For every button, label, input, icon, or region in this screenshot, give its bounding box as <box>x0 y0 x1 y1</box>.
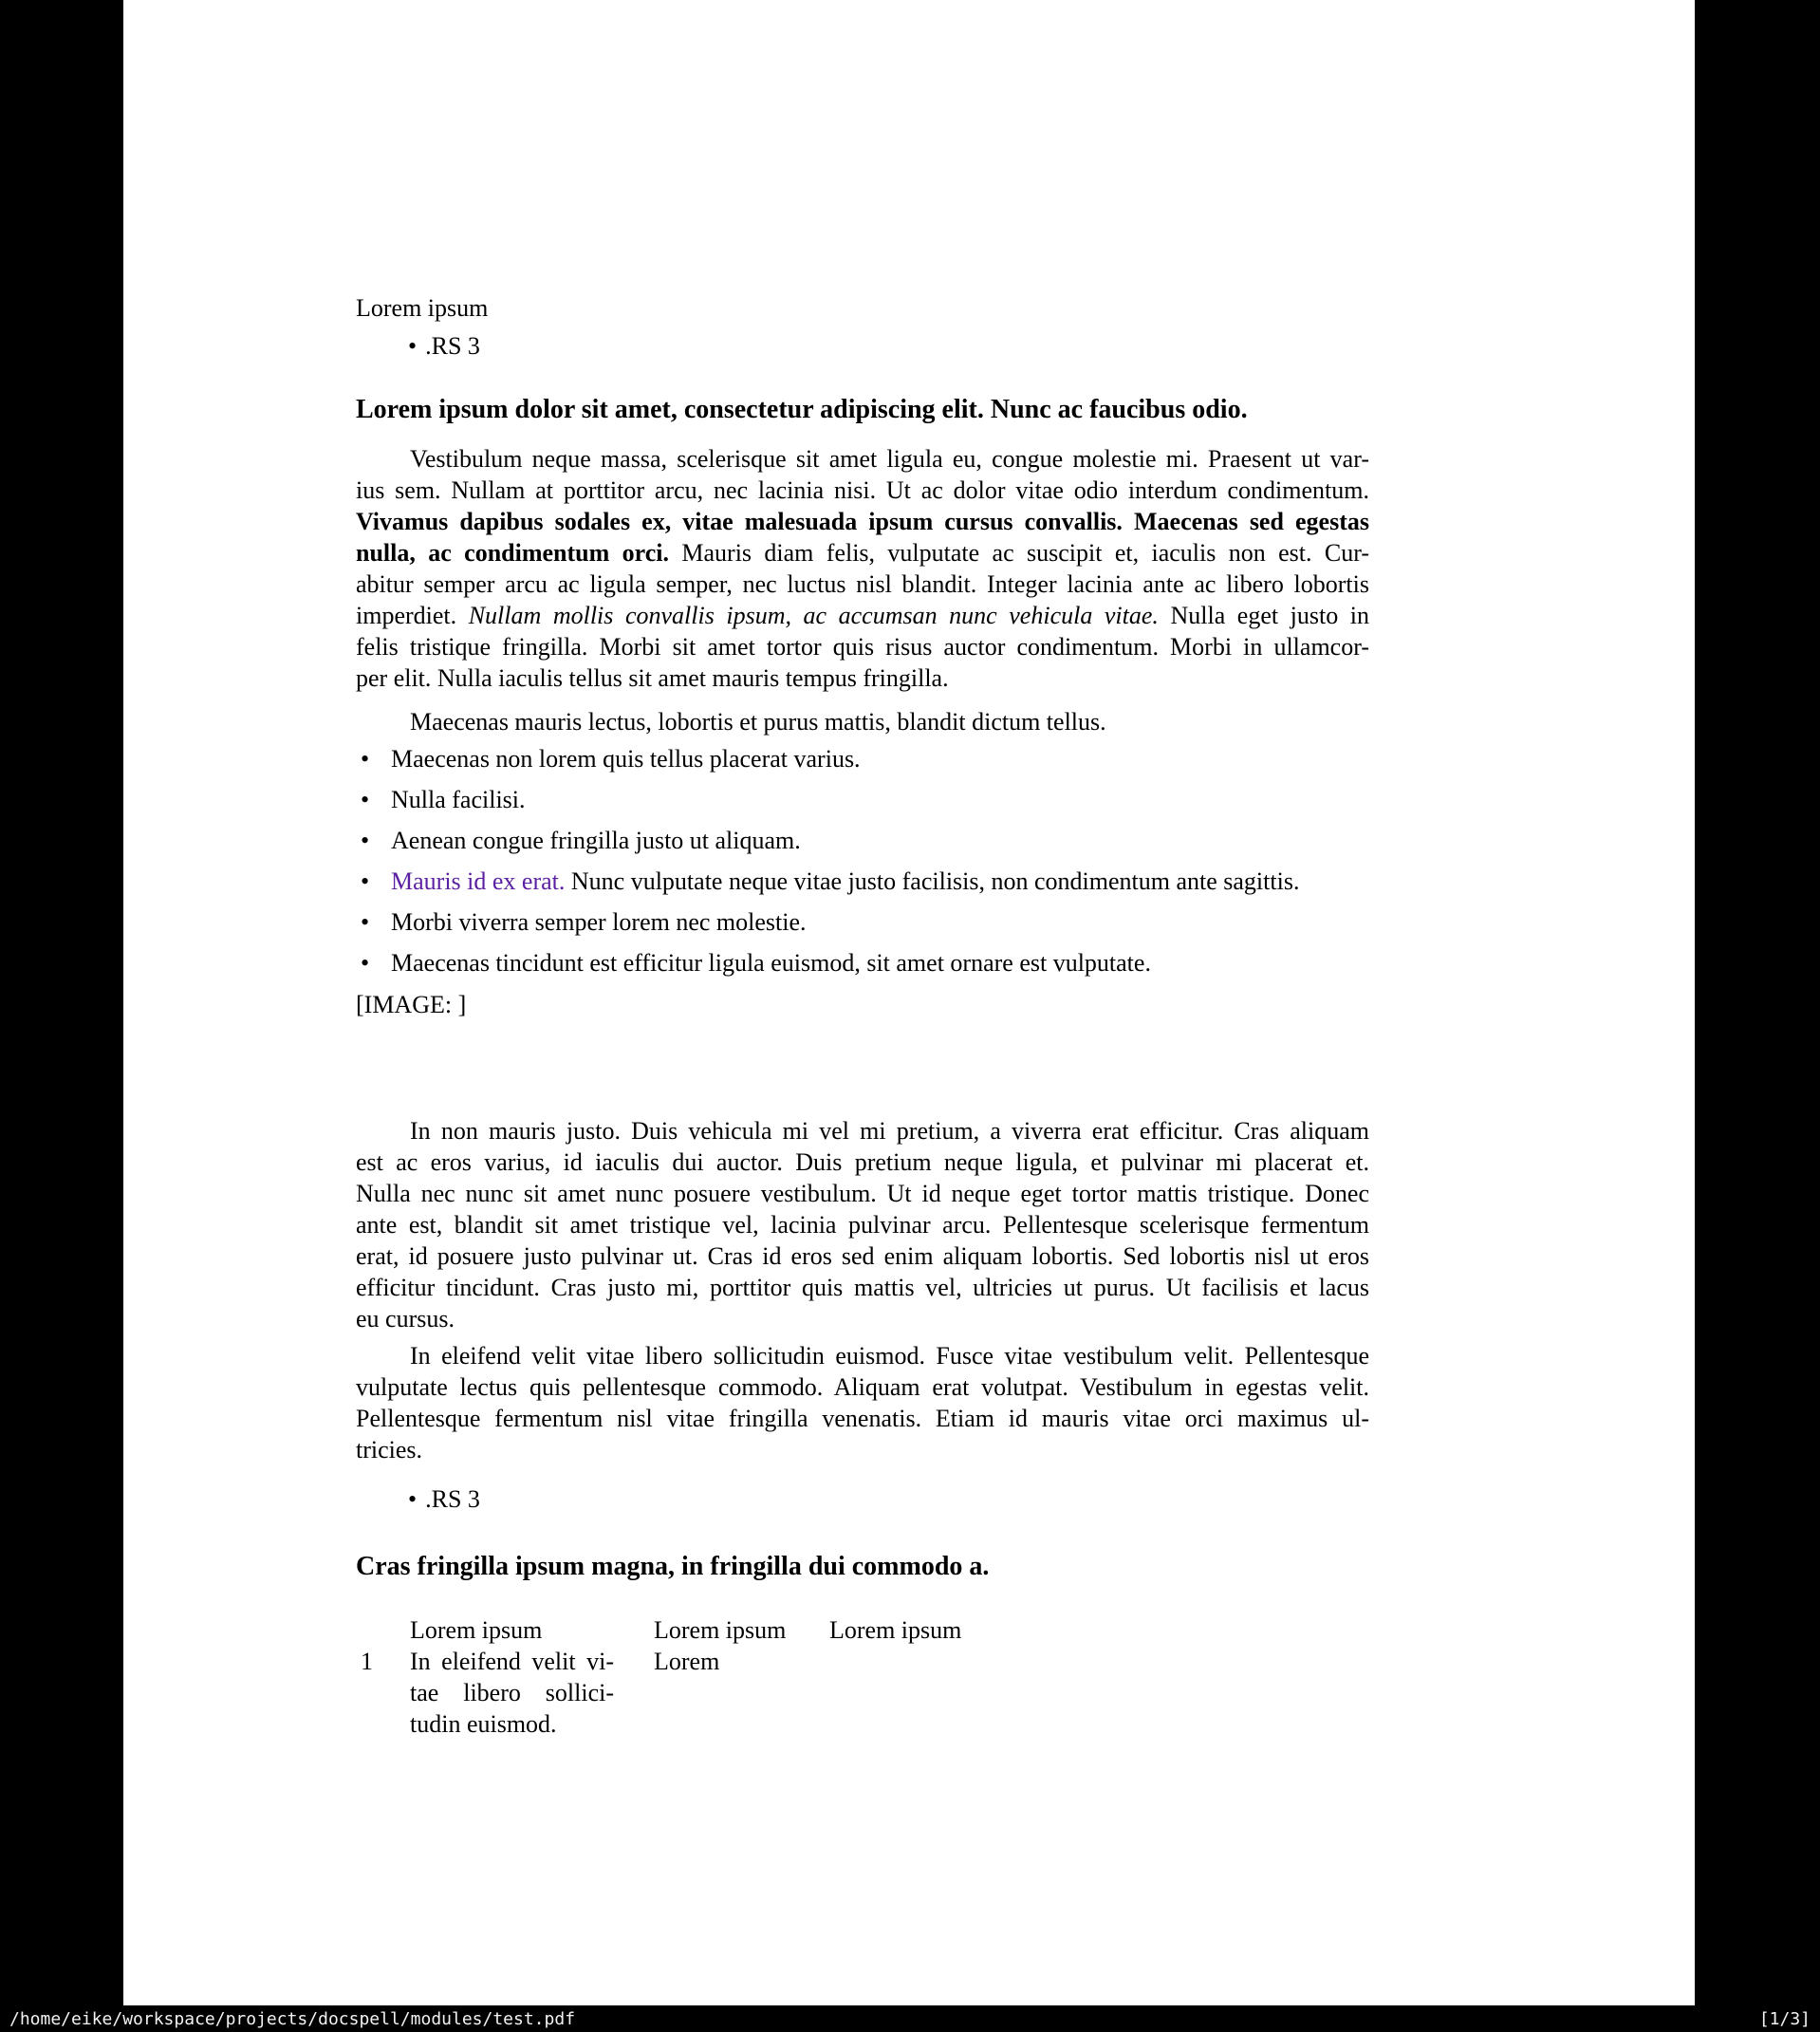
text-segment: tricies. <box>356 1436 423 1463</box>
text-line <box>356 1209 1369 1240</box>
text-segment: Pellentesque fermentum nisl vitae fringilla venenatis. Etiam id mauris vitae orci maximus ul- <box>356 1405 1369 1432</box>
section-2-heading: Cras fringilla ipsum magna, in fringilla dui commodo a. <box>356 1552 990 1581</box>
text-segment: Aenean congue fringilla justo ut aliquam. <box>391 827 801 854</box>
table-header-cell: Lorem ipsum <box>654 1616 787 1644</box>
text-segment: Nulla nec nunc sit amet nunc posuere vestibulum. Ut id neque eget tortor mattis tristique. Donec <box>356 1180 1369 1207</box>
list-item-text <box>391 743 1369 774</box>
table-cell <box>829 1646 1369 1740</box>
text-line <box>410 1708 614 1740</box>
list-item <box>356 825 1369 856</box>
text-segment: Nunc vulputate neque vitae justo facilisis, non condimentum ante sagittis. <box>565 867 1300 895</box>
bullet-dot-icon: • <box>361 949 370 977</box>
text-line <box>356 1371 1369 1403</box>
table-cell: Lorem <box>654 1648 720 1675</box>
text-segment: Maecenas tincidunt est efficitur ligula euismod, sit amet ornare est vulputate. <box>391 949 1151 977</box>
paragraph-2 <box>356 1115 1369 1334</box>
text-line <box>410 1646 614 1677</box>
indented-paragraph: Maecenas mauris lectus, lobortis et purus mattis, blandit dictum tellus. <box>410 708 1106 736</box>
rs-macro-text: .RS 3 <box>425 332 480 360</box>
text-segment: vulputate lectus quis pellentesque commodo. Aliquam erat volutpat. Vestibulum in egestas velit. <box>356 1373 1369 1401</box>
table-header-cell: Lorem ipsum <box>829 1616 962 1644</box>
text-line <box>356 537 1369 569</box>
rs-macro-text: .RS 3 <box>425 1485 480 1513</box>
bullet-dot-icon: • <box>408 332 418 360</box>
text-line <box>356 1115 1369 1146</box>
text-segment: Vestibulum neque massa, scelerisque sit amet ligula eu, congue molestie mi. Praesent ut var- <box>410 445 1369 473</box>
text-segment: Nulla eget justo in <box>1158 602 1369 629</box>
text-segment: In eleifend velit vi- <box>410 1648 614 1675</box>
page-content <box>356 0 1369 1740</box>
paragraph-1 <box>356 443 1369 694</box>
text-line <box>356 1340 1369 1371</box>
bullet-dot-icon: • <box>361 827 370 854</box>
text-segment: felis tristique fringilla. Morbi sit amet tortor quis risus auctor condimentum. Morbi in ullamcor- <box>356 633 1369 661</box>
text-segment: eu cursus. <box>356 1305 455 1333</box>
text-segment: ante est, blandit sit amet tristique vel, lacinia pulvinar arcu. Pellentesque scelerisque fermentum <box>356 1211 1369 1239</box>
text-segment: tae libero sollici- <box>410 1679 614 1706</box>
data-table <box>356 1614 1369 1740</box>
text-segment: Vivamus dapibus sodales ex, vitae malesuada ipsum cursus convallis. Maecenas sed egestas <box>356 508 1369 535</box>
text-line <box>410 1677 614 1708</box>
pdf-page <box>123 0 1695 2005</box>
table-header-cell: Lorem ipsum <box>410 1616 543 1644</box>
text-line <box>356 569 1369 600</box>
list-item-text <box>391 906 1369 938</box>
list-item-text <box>391 825 1369 856</box>
text-line <box>356 1434 1369 1465</box>
text-segment: nulla, ac condimentum orci. <box>356 539 669 567</box>
bullet-list <box>356 743 1369 979</box>
status-bar <box>0 2005 1820 2032</box>
bullet-dot-icon: • <box>361 908 370 936</box>
text-line <box>356 600 1369 631</box>
text-line <box>356 1403 1369 1434</box>
section-1-heading: Lorem ipsum dolor sit amet, consectetur adipiscing elit. Nunc ac faucibus odio. <box>356 395 1248 424</box>
text-segment: imperdiet. <box>356 602 469 629</box>
text-segment: abitur semper arcu ac ligula semper, nec luctus nisl blandit. Integer lacinia ante ac libero lobortis <box>356 570 1369 598</box>
text-line <box>356 443 1369 475</box>
text-segment: In non mauris justo. Duis vehicula mi vel mi pretium, a viverra erat efficitur. Cras aliquam <box>410 1117 1369 1145</box>
text-segment: Nullam mollis convallis ipsum, ac accumsan nunc vehicula vitae. <box>468 602 1159 629</box>
text-line <box>356 1303 1369 1334</box>
table-cell <box>410 1646 654 1740</box>
text-segment: est ac eros varius, id iaculis dui auctor. Duis pretium neque ligula, et pulvinar mi placerat et. <box>356 1148 1369 1176</box>
table-row-number: 1 <box>361 1648 373 1675</box>
text-segment: ius sem. Nullam at porttitor arcu, nec lacinia nisi. Ut ac dolor vitae odio interdum condimentum. <box>356 476 1369 504</box>
table-header-num-cell <box>356 1614 410 1646</box>
table-cell-paragraph <box>410 1646 614 1740</box>
list-item <box>356 906 1369 938</box>
text-line <box>356 1178 1369 1209</box>
text-segment: Maecenas non lorem quis tellus placerat varius. <box>391 745 861 773</box>
text-line <box>356 631 1369 662</box>
bullet-dot-icon: • <box>361 745 370 773</box>
hyperlink[interactable]: Mauris id ex erat. <box>391 867 566 895</box>
list-item <box>356 784 1369 815</box>
rs-macro-line-2 <box>356 1483 1369 1515</box>
text-line <box>356 1146 1369 1178</box>
text-segment: tudin euismod. <box>410 1710 557 1738</box>
text-segment: efficitur tincidunt. Cras justo mi, porttitor quis mattis vel, ultricies ut purus. Ut facilisis et lacus <box>356 1274 1369 1301</box>
text-segment: Morbi viverra semper lorem nec molestie. <box>391 908 807 936</box>
text-line <box>356 662 1369 694</box>
text-line <box>356 1272 1369 1303</box>
image-placeholder: [IMAGE: ] <box>356 991 467 1018</box>
text-segment: Nulla facilisi. <box>391 786 526 813</box>
text-segment: Mauris diam felis, vulputate ac suscipit et, iaculis non est. Cur- <box>669 539 1370 567</box>
page-indicator: [1/3] <box>1758 2008 1811 2029</box>
paragraph-3 <box>356 1340 1369 1465</box>
rs-macro-line-1 <box>356 330 1369 362</box>
list-item <box>356 947 1369 979</box>
list-item <box>356 866 1369 897</box>
list-item-text <box>391 866 1369 897</box>
text-segment: erat, id posuere justo pulvinar ut. Cras id eros sed enim aliquam lobortis. Sed lobortis nisl ut eros <box>356 1242 1369 1270</box>
text-line <box>356 1240 1369 1272</box>
bullet-dot-icon: • <box>361 786 370 813</box>
file-path: /home/eike/workspace/projects/docspell/modules/test.pdf <box>9 2008 576 2029</box>
bullet-dot-icon: • <box>408 1485 418 1513</box>
text-segment: In eleifend velit vitae libero sollicitudin euismod. Fusce vitae vestibulum velit. Pellentesque <box>410 1342 1369 1370</box>
text-line <box>356 475 1369 506</box>
text-line <box>356 506 1369 537</box>
intro-line: Lorem ipsum <box>356 294 489 322</box>
bullet-dot-icon: • <box>361 867 370 895</box>
text-segment: per elit. Nulla iaculis tellus sit amet mauris tempus fringilla. <box>356 664 949 692</box>
list-item <box>356 743 1369 774</box>
list-item-text <box>391 947 1369 979</box>
list-item-text <box>391 784 1369 815</box>
